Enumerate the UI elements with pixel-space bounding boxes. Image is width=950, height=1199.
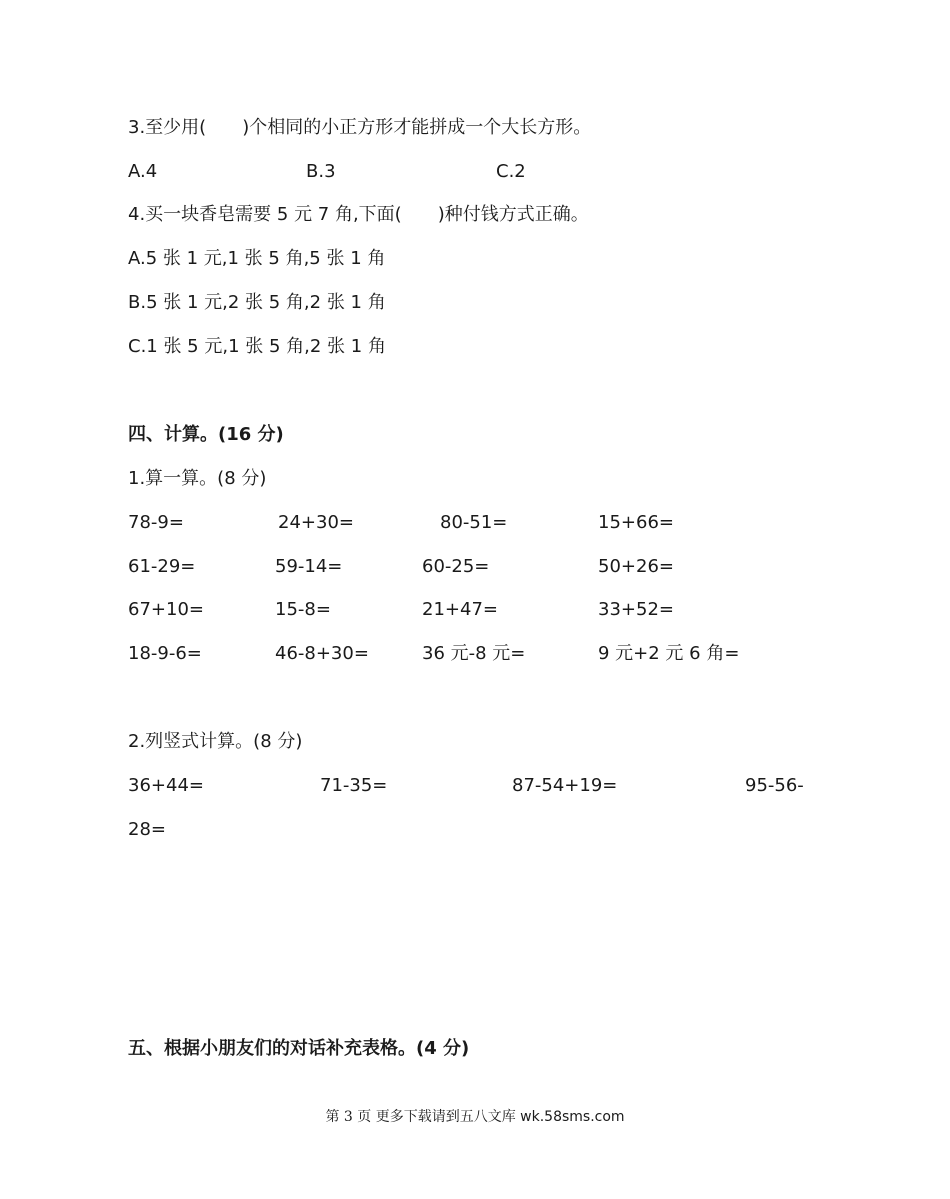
question-4-option-c: C.1 张 5 元,1 张 5 角,2 张 1 角	[128, 336, 386, 357]
calc-item: 80-51=	[440, 512, 508, 533]
calc-item: 33+52=	[598, 599, 674, 620]
calc-item: 18-9-6=	[128, 643, 202, 664]
calc-item: 60-25=	[422, 556, 490, 577]
vertical-calc-item: 36+44=	[128, 775, 204, 796]
section-4-part-1-title: 1.算一算。(8 分)	[128, 468, 267, 489]
question-3-option-a: A.4	[128, 161, 158, 182]
vertical-calc-item: 71-35=	[320, 775, 388, 796]
calc-item: 50+26=	[598, 556, 674, 577]
calc-item: 15-8=	[275, 599, 331, 620]
calc-item: 36 元-8 元=	[422, 643, 526, 664]
calc-item: 61-29=	[128, 556, 196, 577]
page-footer	[0, 1108, 950, 1126]
section-5-title: 五、根据小朋友们的对话补充表格。(4 分)	[128, 1038, 470, 1059]
section-4-part-2-title: 2.列竖式计算。(8 分)	[128, 731, 303, 752]
calc-item: 78-9=	[128, 512, 184, 533]
question-3-stem: 3.至少用( )个相同的小正方形才能拼成一个大长方形。	[128, 117, 592, 138]
calc-item: 21+47=	[422, 599, 498, 620]
calc-item: 24+30=	[278, 512, 354, 533]
question-4-stem: 4.买一块香皂需要 5 元 7 角,下面( )种付钱方式正确。	[128, 204, 589, 225]
question-4-option-a: A.5 张 1 元,1 张 5 角,5 张 1 角	[128, 248, 386, 269]
question-4-option-b: B.5 张 1 元,2 张 5 角,2 张 1 角	[128, 292, 386, 313]
calc-item: 46-8+30=	[275, 643, 369, 664]
calc-item: 59-14=	[275, 556, 343, 577]
question-3-option-b: B.3	[306, 161, 336, 182]
question-3-option-c: C.2	[496, 161, 526, 182]
vertical-calc-item: 87-54+19=	[512, 775, 618, 796]
section-4-title: 四、计算。(16 分)	[128, 424, 284, 445]
calc-item: 67+10=	[128, 599, 204, 620]
calc-item: 15+66=	[598, 512, 674, 533]
vertical-calc-item-continuation: 28=	[128, 819, 166, 840]
footer-url: wk.58sms.com	[520, 1109, 625, 1125]
footer-page-text: 第 3 页 更多下载请到五八文库	[325, 1109, 516, 1125]
vertical-calc-item: 95-56-	[745, 775, 804, 796]
calc-item: 9 元+2 元 6 角=	[598, 643, 740, 664]
